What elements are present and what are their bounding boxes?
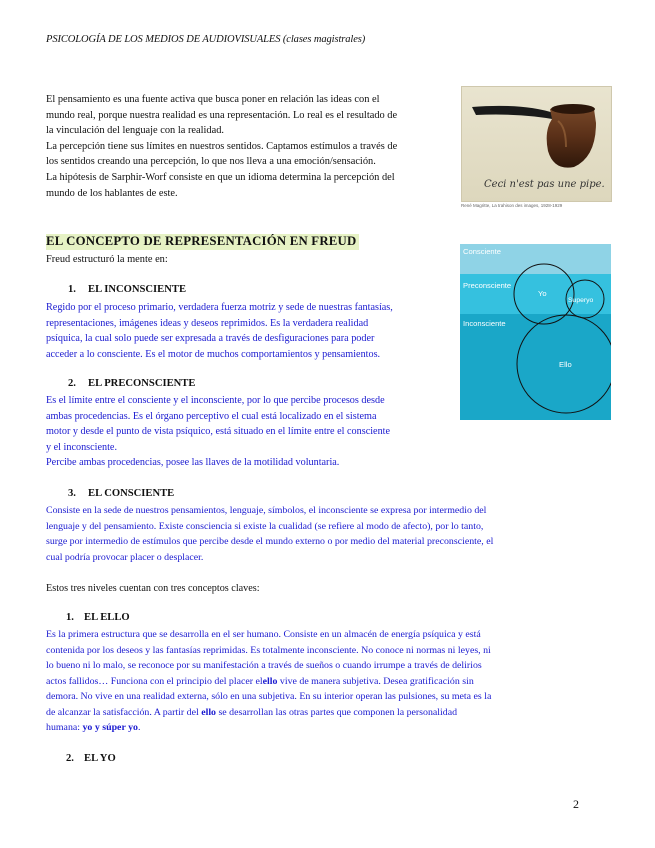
page-number: 2 (573, 797, 579, 811)
intro-paragraph (46, 92, 446, 201)
section-title: EL CONCEPTO DE REPRESENTACIÓN EN FREUD (46, 234, 359, 250)
intro-line: El pensamiento es una fuente activa que busca poner en relación las ideas con el (46, 94, 380, 105)
consciente-label: Consciente (463, 247, 501, 256)
body-line: Es el límite entre el consciente y el inconsciente, por lo que percibe procesos desde (46, 395, 385, 406)
body-line: representaciones, imágenes ideas y deseos reprimidos. Es la verdadera realidad (46, 317, 369, 329)
body-line: lo bueno ni lo malo, se reconoce por su manifestación a través de sueños o cuando irrumpe a través de delirios (46, 660, 482, 671)
body-line: de alcanzar la satisfacción. A partir del ello se desarrollan las otras partes que componen la personalidad (46, 706, 458, 718)
item-body (46, 503, 616, 565)
preconsciente-label: Preconsciente (463, 281, 512, 290)
superyo-label: Superyo (568, 297, 594, 304)
intro-line: mundo real, porque nuestra realidad es una representación. Lo real es el resultado de (46, 109, 398, 121)
body-line: motor y desde el punto de vista psíquico, está situado en el límite entre el consciente (46, 426, 391, 437)
item-number: 1. (68, 284, 76, 295)
body-line: contenida por los deseos y las fantasías reprimidas. Es totalmente inconsciente. No conoce ni normas ni leyes, ni (46, 644, 491, 656)
body-line: psíquica, la cual solo puede ser expresada a través de desfiguraciones para poder (46, 333, 375, 344)
body-line: Consiste en la sede de nuestros pensamientos, lenguaje, símbolos, el inconsciente se expresa por intermedio del (46, 505, 487, 516)
body-line: cual podría provocar placer o desplacer. (46, 551, 204, 563)
transition-text: Estos tres niveles cuentan con tres conceptos claves: (46, 583, 260, 594)
body-line: Percibe ambas procedencias, posee las llaves de la motilidad voluntaria. (46, 457, 340, 468)
inconsciente-band (460, 314, 611, 420)
item-title: EL CONSCIENTE (88, 488, 175, 499)
intro-line: la vinculación del lenguaje con la realidad. (46, 125, 225, 137)
body-line: humana: yo y súper yo. (46, 722, 141, 733)
body-line: surge por intermedio de estímulos que percibe desde el mundo externo o por medio del material preconsciente, el (46, 536, 494, 547)
item-title: EL PRECONSCIENTE (88, 378, 196, 389)
item-body (46, 393, 456, 471)
item-title: EL INCONSCIENTE (88, 284, 187, 295)
inconsciente-label: Inconsciente (463, 319, 506, 328)
image-credit: René Magritte, La trahison des images, 1928-1929 (461, 203, 563, 208)
pipe-caption: Ceci n'est pas une pipe. (484, 179, 605, 190)
yo-superyo-bold: yo y súper yo (82, 722, 138, 733)
item-title: EL YO (84, 753, 116, 764)
yo-label: Yo (538, 289, 547, 298)
item-number: 1. (66, 612, 74, 623)
body-line: actos fallidos… Funciona con el principio del placer elello vive de manera subjetiva. Desea gratificación sin (46, 675, 474, 687)
body-line: ambas procedencias. Es el órgano perceptivo el cual está localizado en el sistema (46, 410, 377, 422)
body-line: lenguaje y del pensamiento. Existe consciencia si existe la cualidad (se refiere al modo de afecto), por lo tanto, (46, 520, 484, 532)
item-number: 2. (66, 753, 74, 764)
body-line: acceder a lo consciente. Es el motor de muchos comportamientos y pensamientos. (46, 348, 381, 360)
ello-body (46, 627, 616, 736)
body-line: y el inconsciente. (46, 441, 118, 453)
intro-line: mundo de los hablantes de este. (46, 187, 178, 199)
body-line: Es la primera estructura que se desarrolla en el ser humano. Consiste en un almacén de energía psíquica y está (46, 629, 481, 640)
section-intro: Freud estructuró la mente en: (46, 254, 168, 265)
pipe-painting-image (461, 86, 612, 202)
item-body (46, 300, 456, 362)
body-line: demora. No vive en una realidad externa, sólo en una subjetiva. En su interior operan las pulsiones, su meta es la (46, 691, 492, 702)
item-title: EL ELLO (84, 612, 130, 623)
intro-line: La percepción tiene sus límites en nuestros sentidos. Captamos estímulos a través de (46, 140, 398, 152)
intro-line: La hipótesis de Sarphir-Worf consiste en que un idioma determina la percepción del (46, 171, 395, 183)
ello-bold: ello (201, 706, 216, 718)
item-number: 2. (68, 378, 76, 389)
ello-bold: ello (262, 675, 278, 687)
item-number: 3. (68, 488, 76, 499)
mind-levels-diagram (460, 244, 611, 420)
body-line: Regido por el proceso primario, verdadera fuerza motriz y sede de nuestras fantasías, (46, 302, 393, 313)
intro-line: los sentidos creando una percepción, lo que nos lleva a una emoción/sensación. (46, 156, 376, 168)
ello-label: Ello (559, 360, 572, 369)
document-header: PSICOLOGÍA DE LOS MEDIOS DE AUDIOVISUALES (clases magistrales) (46, 34, 366, 45)
